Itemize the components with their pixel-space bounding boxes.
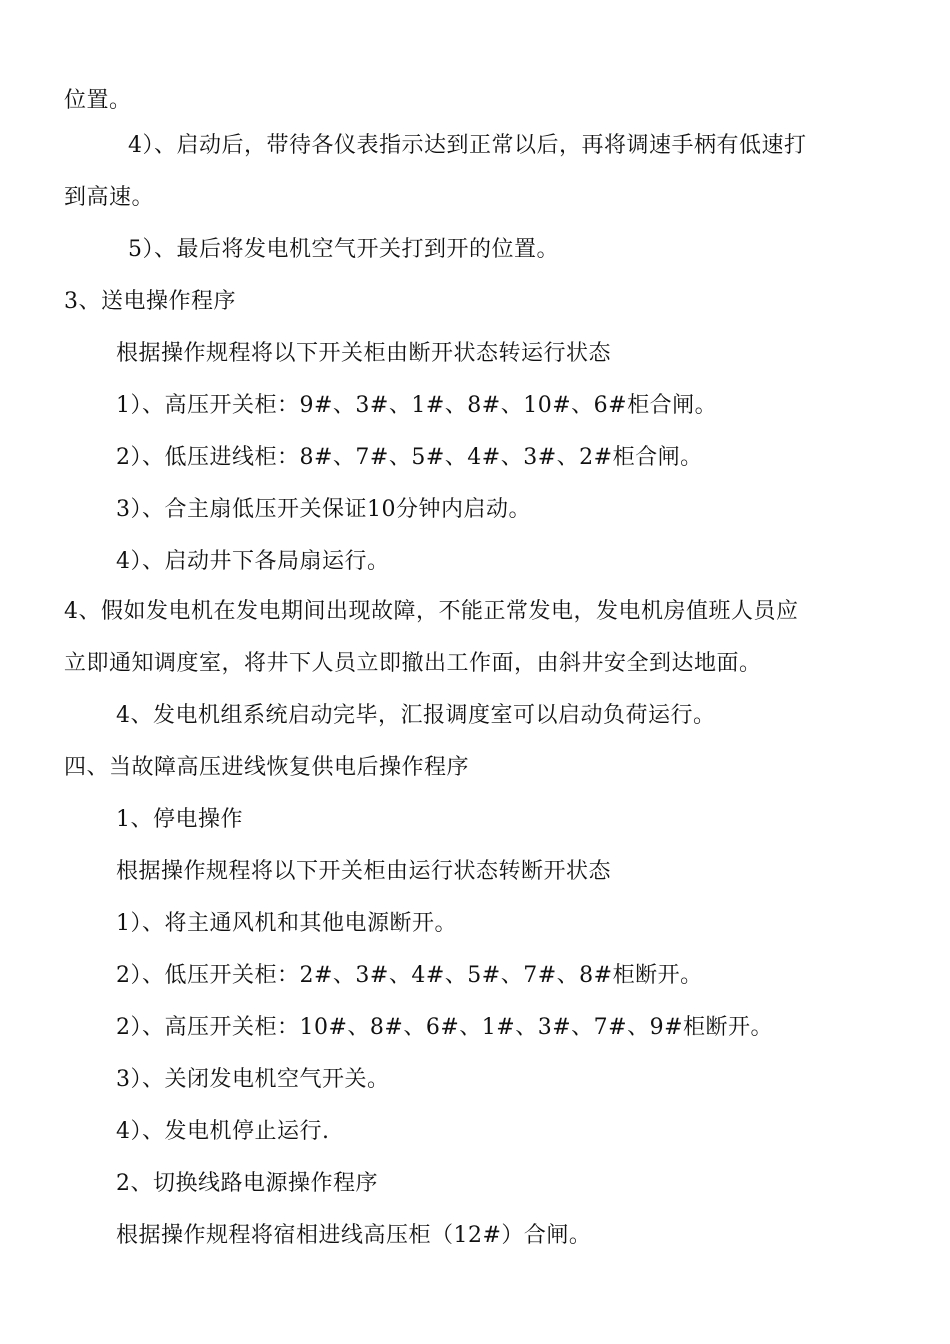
section-heading-4: 4、假如发电机在发电期间出现故障，不能正常发电，发电机房值班人员应 [64,599,799,624]
text-line-1: 位置。 [64,88,132,113]
text-line-7: 1）、高压开关柜：9#、3#、1#、8#、10#、6#柜合闸。 [116,393,718,418]
subheading-switch-line: 2、切换线路电源操作程序 [116,1171,378,1196]
text-line-21: 4）、发电机停止运行. [116,1119,330,1144]
text-line-18: 2）、低压开关柜：2#、3#、4#、5#、7#、8#柜断开。 [116,963,703,988]
text-line-2: 4）、启动后，带待各仪表指示达到正常以后，再将调速手柄有低速打 [128,133,807,158]
text-line-4: 5）、最后将发电机空气开关打到开的位置。 [128,237,559,262]
text-line-8: 2）、低压进线柜：8#、7#、5#、4#、3#、2#柜合闸。 [116,445,703,470]
text-line-16: 根据操作规程将以下开关柜由运行状态转断开状态 [116,859,612,884]
subheading-stop-power: 1、停电操作 [116,807,243,832]
text-line-12: 立即通知调度室，将井下人员立即撤出工作面，由斜井安全到达地面。 [64,651,762,676]
text-line-23: 根据操作规程将宿相进线高压柜（12#）合闸。 [116,1223,592,1248]
text-line-6: 根据操作规程将以下开关柜由断开状态转运行状态 [116,341,612,366]
section-heading-four: 四、当故障高压进线恢复供电后操作程序 [64,755,470,780]
text-line-17: 1）、将主通风机和其他电源断开。 [116,911,457,936]
text-line-10: 4）、启动井下各局扇运行。 [116,549,390,574]
text-line-9: 3）、合主扇低压开关保证10分钟内启动。 [116,497,531,522]
text-line-13: 4、发电机组系统启动完毕，汇报调度室可以启动负荷运行。 [116,703,716,728]
text-line-19: 2）、高压开关柜：10#、8#、6#、1#、3#、7#、9#柜断开。 [116,1015,774,1040]
text-line-3: 到高速。 [64,185,155,210]
text-line-20: 3）、关闭发电机空气开关。 [116,1067,390,1092]
section-heading-3: 3、送电操作程序 [64,289,236,314]
